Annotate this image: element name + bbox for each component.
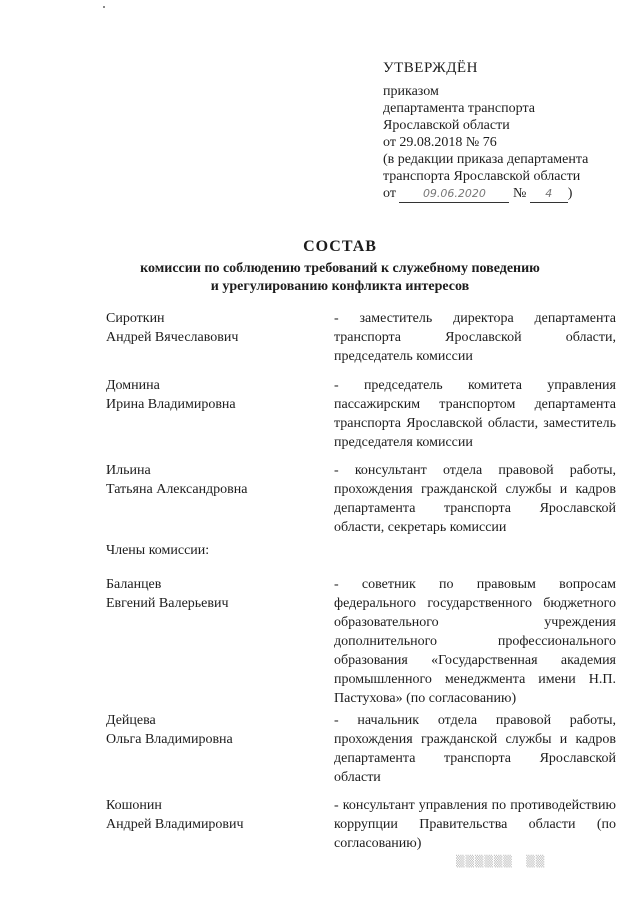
approval-line: (в редакции приказа департамента [383, 152, 589, 167]
member-surname: Сироткин [106, 311, 165, 326]
member-role: - начальник отдела правовой работы, прохождения гражданской службы и кадров департамента транспорта Ярославской области [334, 713, 616, 785]
member-name [106, 796, 326, 834]
member-role: - консультант отдела правовой работы, прохождения гражданской службы и кадров департамента транспорта Ярославской области, секретарь комиссии [334, 463, 616, 535]
approval-line: Ярославской области [383, 118, 510, 133]
revision-date-line [383, 185, 628, 203]
member-given-name: Ольга Владимировна [106, 732, 233, 747]
faded-stamp-mark: ▒▒▒▒▒▒ ▒▒ [456, 855, 546, 868]
heading-subtitle-line2: и урегулированию конфликта интересов [210, 279, 470, 294]
members-label: Члены комиссии: [106, 543, 210, 558]
member-name [106, 461, 326, 499]
approval-line: транспорта Ярославской области [383, 169, 581, 184]
approval-line: от 29.08.2018 № 76 [383, 135, 497, 150]
heading-subtitle-line1: комиссии по соблюдению требований к служебному поведению [140, 261, 540, 276]
document-heading [80, 238, 600, 296]
member-name [106, 711, 326, 749]
heading-title: СОСТАВ [303, 238, 377, 255]
handwritten-date: 09.06.2020 [399, 185, 509, 203]
member-given-name: Татьяна Александровна [106, 482, 248, 497]
number-sign: № [512, 186, 527, 201]
member-surname: Ильина [106, 463, 151, 478]
member-given-name: Андрей Вячеславович [106, 330, 239, 345]
member-surname: Баланцев [106, 577, 162, 592]
approval-line: приказом [383, 84, 439, 99]
member-role: - заместитель директора департамента транспорта Ярославской области, председатель комиссии [334, 311, 616, 364]
member-name [106, 309, 326, 347]
member-role: - председатель комитета управления пассажирским транспортом департамента транспорта Ярославской области, заместитель председателя комиссии [334, 378, 616, 450]
member-given-name: Евгений Валерьевич [106, 596, 229, 611]
member-role: - консультант управления по противодействию коррупции Правительства области (по согласованию) [334, 798, 616, 851]
closing-paren: ) [567, 186, 573, 201]
scan-speck [103, 6, 105, 8]
member-role: - советник по правовым вопросам федерального государственного бюджетного образовательного учреждения дополнительного профессионального образования «Государственная академия промышленного менеджмента имени Н.П. Пастухова» (по согласованию) [334, 577, 616, 706]
approval-line: департамента транспорта [383, 101, 535, 116]
handwritten-number: 4 [530, 185, 568, 203]
member-surname: Домнина [106, 378, 160, 393]
member-given-name: Ирина Владимировна [106, 397, 236, 412]
member-given-name: Андрей Владимирович [106, 817, 244, 832]
member-surname: Кошонин [106, 798, 162, 813]
member-surname: Дейцева [106, 713, 156, 728]
member-name [106, 575, 326, 613]
approval-title: УТВЕРЖДЁН [383, 60, 478, 76]
approval-stamp-block [383, 60, 628, 203]
member-name [106, 376, 326, 414]
from-prefix: от [383, 186, 396, 201]
